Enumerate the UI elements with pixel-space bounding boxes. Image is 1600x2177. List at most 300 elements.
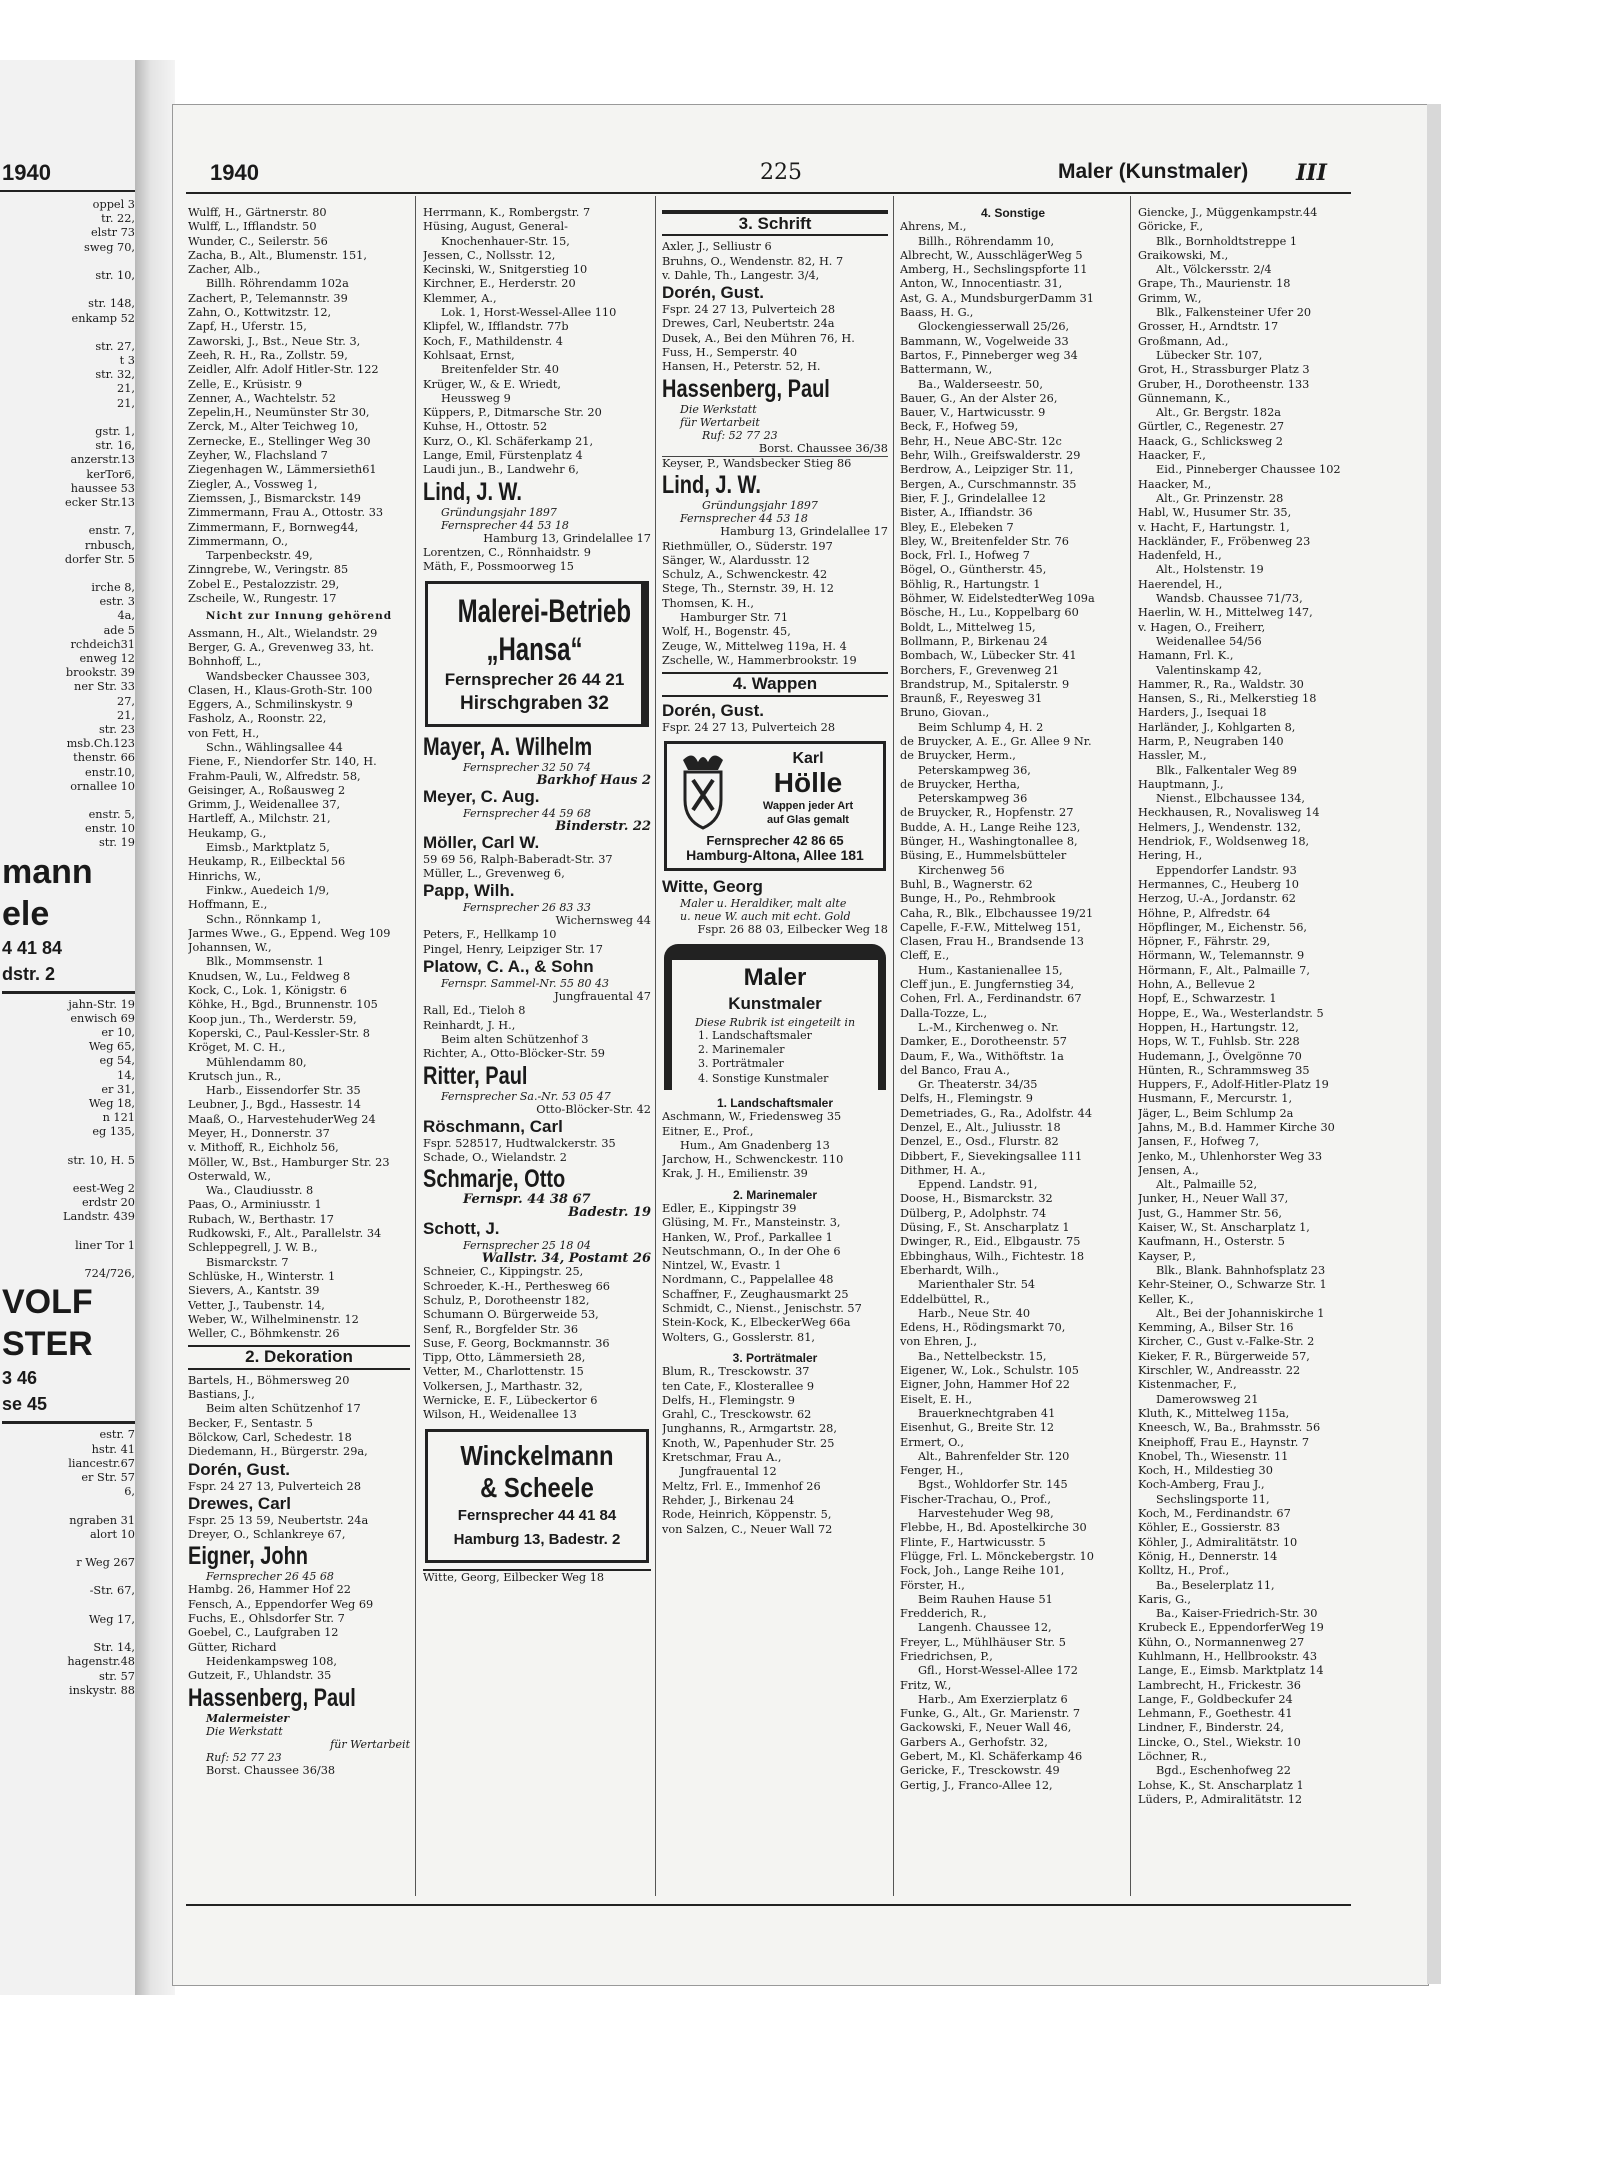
list-item: Cohen, Frl. A., Ferdinandstr. 67 (900, 992, 1082, 1006)
list-item: Keller, K., (1138, 1292, 1194, 1306)
ad-witte-address: Fspr. 26 88 03, Eilbecker Weg 18 (697, 923, 888, 937)
ad-meyer-phone: Fernsprecher 44 59 68 (463, 806, 591, 820)
category-note: Diese Rubrik ist eingeteilt in (694, 1015, 856, 1029)
list-item: Edler, E., Kippingstr 39 (662, 1201, 797, 1215)
list-item: Bgst., Wohldorfer Str. 145 (918, 1478, 1068, 1492)
left-page-line: er 10, (101, 1026, 135, 1039)
list-item: Koch, M., Ferdinandstr. 67 (1138, 1507, 1291, 1521)
list-item: Axler, J., Selliustr 6 (662, 240, 772, 254)
list-item: Koch, F., Mathildenstr. 4 (423, 334, 563, 348)
list-item: Schn., Wählingsallee 44 (206, 740, 343, 754)
ad-schmarje-phone: Fernspr. 44 38 67 (463, 1192, 591, 1208)
left-page-line: t 3 (119, 354, 135, 368)
list-item: Müller, L., Grevenweg 6, (423, 866, 565, 880)
list-item: Zschelle, W., Hammerbrookstr. 19 (662, 653, 857, 667)
list-item: Kaiser, W., St. Anscharplatz 1, (1138, 1221, 1310, 1235)
list-item: Wilson, H., Weidenallee 13 (423, 1408, 577, 1422)
ad-moeller-name: Möller, Carl W. (423, 832, 540, 852)
ad-hansa-name: „Hansa“ (486, 630, 583, 667)
left-page-line: Weg 65, (88, 1040, 135, 1054)
list-item: Zachert, P., Telemannstr. 39 (188, 291, 348, 305)
list-item: Zerck, M., Alter Teichweg 10, (188, 420, 359, 434)
left-page-line: rnbusch, (84, 538, 135, 552)
list-item: Haacker, M., (1138, 477, 1212, 491)
ad-drewes-name: Drewes, Carl (188, 1493, 291, 1513)
list-item: Wulff, H., Gärtnerstr. 80 (188, 206, 327, 219)
ad-hassenberg-address: Borst. Chaussee 36/38 (758, 441, 888, 455)
list-item: Gackowski, F., Neuer Wall 46, (900, 1721, 1072, 1735)
left-page-line: liancestr.67 (68, 1456, 135, 1470)
list-item: Lüders, P., Admiralitätstr. 12 (1138, 1792, 1303, 1806)
list-item: Rudkowski, F., Alt., Parallelstr. 34 (188, 1227, 382, 1241)
header-roman-numeral: III (1296, 160, 1327, 186)
list-item: Delfs, H., Flemingstr. 9 (900, 1092, 1033, 1106)
list-item: Förster, H., (900, 1578, 965, 1592)
list-item: Bismarckstr. 7 (206, 1255, 289, 1269)
list-item: Kock, C., Lok. 1, Königstr. 6 (188, 984, 347, 998)
ad-hoelle-address: Hamburg-Altona, Allee 181 (686, 847, 864, 864)
list-item: Dalla-Tozze, L., (900, 1006, 988, 1020)
ad-hoelle-tagline: Wappen jeder Art (762, 799, 854, 812)
list-item: Hanken, W., Prof., Parkallee 1 (662, 1230, 833, 1244)
ad-hassenberg-sub: für Wertarbeit (680, 415, 760, 429)
list-item: Glüsing, M. Fr., Mansteinstr. 3, (662, 1216, 841, 1230)
list-item: Hendriok, F., Woldsenweg 18, (1138, 835, 1310, 849)
ad-ritter-phone: Fernsprecher Sa.-Nr. 53 05 47 (441, 1089, 611, 1103)
list-item: Großmann, Ad., (1138, 334, 1229, 348)
list-item: Peterskampweg 36, (918, 763, 1031, 777)
list-item: Beim Schlump 4, H. 2 (918, 720, 1044, 734)
left-page-line: ecker Str.13 (65, 495, 135, 509)
left-page-ad-text: VOLF (2, 1283, 93, 1322)
ad-hansa-title: Malerei-Betrieb (457, 592, 632, 629)
list-item: Gutzeit, F., Uhlandstr. 35 (188, 1669, 332, 1683)
list-item: Bruno, Giovan., (900, 706, 990, 720)
list-item: Kirchner, E., Herderstr. 20 (423, 277, 576, 291)
left-page-ad-text: ele (2, 894, 50, 933)
ad-mayer-name: Mayer, A. Wilhelm (423, 732, 593, 761)
list-item: Wernicke, E. F., Lübeckertor 6 (423, 1394, 598, 1408)
list-item: Gfl., Horst-Wessel-Allee 172 (918, 1664, 1078, 1678)
list-item: Bister, A., Iffiandstr. 36 (900, 506, 1033, 520)
ad-eigner-phone: Fernsprecher 26 45 68 (206, 1570, 334, 1584)
left-page-line (2, 283, 135, 297)
list-item: Rehder, J., Birkenau 24 (662, 1493, 795, 1507)
list-item: v. Mithoff, R., Eichholz 56, (188, 1141, 339, 1155)
section-dekoration: 2. Dekoration (188, 1345, 410, 1369)
list-item: Hermannes, C., Heuberg 10 (1138, 877, 1299, 891)
list-item: Zimmermann, O., (188, 534, 288, 548)
page-edge (1427, 104, 1441, 1984)
list-item: Braunß, F., Reyesweg 31 (900, 692, 1043, 706)
list-item: ten Cate, F., Klosterallee 9 (662, 1379, 815, 1393)
list-item: Bley, E., Elebeken 7 (900, 520, 1014, 534)
left-page-line (2, 1599, 135, 1613)
list-item: Frahm-Pauli, W., Alfredstr. 58, (188, 769, 361, 783)
list-item: Lange, F., Goldbeckufer 24 (1138, 1692, 1293, 1706)
list-item: Kolltz, H., Prof., (1138, 1564, 1230, 1578)
list-item: Jansen, F., Hofweg 7, (1138, 1135, 1260, 1149)
list-item: Fuchs, E., Ohlsdorfer Str. 7 (188, 1612, 345, 1626)
list-item: Ahrens, M., (900, 220, 967, 234)
list-item: Lincke, O., Stel., Wiekstr. 10 (1138, 1735, 1301, 1749)
ad-mayer-address: Barkhof Haus 2 (536, 772, 651, 788)
list-item: Ebbinghaus, Wilh., Fichtestr. 18 (900, 1249, 1085, 1263)
list-item: Grape, Th., Maurienstr. 18 (1138, 277, 1291, 291)
list-item: Blk., Mommsenstr. 1 (206, 955, 324, 969)
list-item: Kluth, K., Mittelweg 115a, (1138, 1406, 1290, 1420)
list-item: Kaufmann, H., Osterstr. 5 (1138, 1235, 1285, 1249)
ad-hassenberg-name: Hassenberg, Paul (662, 374, 830, 403)
list-item: Goebel, C., Laufgraben 12 (188, 1626, 339, 1640)
list-item: Zelle, E., Krüsistr. 9 (188, 377, 303, 391)
list-item: Jahns, M., B.d. Hammer Kirche 30 (1138, 1121, 1335, 1134)
left-page-line: er Str. 57 (81, 1470, 135, 1484)
ad-roeschmann-info: Fspr. 528517, Hudtwalckerstr. 35 (423, 1136, 616, 1150)
list-item: Eigener, W., Lok., Schulstr. 105 (900, 1364, 1079, 1378)
list-item: Grimm, W., (1138, 291, 1202, 305)
list-item: Bombach, W., Lübecker Str. 41 (900, 649, 1077, 663)
list-item: Valentinskamp 42, (1156, 663, 1262, 677)
left-page-line: str. 16, (95, 439, 135, 453)
list-item: Kircher, C., Gust v.-Falke-Str. 2 (1138, 1335, 1315, 1349)
list-item: Krüger, W., & E. Wriedt, (423, 377, 562, 391)
left-page-line (2, 326, 135, 340)
ad-box-winckelmann (425, 1429, 649, 1563)
list-item: Blk., Falkensteiner Ufer 20 (1156, 306, 1312, 320)
list-item: Fuss, H., Semperstr. 40 (662, 346, 798, 360)
list-item: Harb., Eissendorfer Str. 35 (206, 1084, 361, 1098)
list-item: Husmann, F., Mercurstr. 1, (1138, 1092, 1293, 1106)
list-item: Schade, O., Wielandstr. 2 (423, 1151, 567, 1165)
ad-papp-phone: Fernsprecher 26 83 33 (463, 901, 591, 915)
ad-lind-address: Hamburg 13, Grindelallee 17 (720, 525, 888, 539)
section-wappen: 4. Wappen (662, 672, 888, 696)
list-item: Johannsen, W., (188, 941, 272, 955)
list-item: Eppend. Landstr. 91, (918, 1178, 1038, 1192)
list-item: Peterskampweg 36 (918, 792, 1028, 806)
list-item: Hops, W. T., Fuhlsb. Str. 228 (1138, 1035, 1300, 1049)
left-page-ad-text: 4 41 84 (2, 937, 63, 958)
list-item: Zapf, H., Uferstr. 15, (188, 320, 307, 334)
list-item: L.-M., Kirchenweg o. Nr. (918, 1020, 1059, 1034)
left-page-line (2, 1570, 135, 1584)
ad-lind-name: Lind, J. W. (662, 471, 761, 500)
list-item: Kröget, M. C. H., (188, 1041, 286, 1055)
left-page-line: enwisch 69 (70, 1011, 135, 1025)
column-1 (188, 206, 410, 1778)
ad-moeller-info: 59 69 56, Ralph-Baberadt-Str. 37 (423, 852, 613, 866)
list-item: Eberhardt, Wilh., (900, 1263, 1000, 1277)
ad-platow-phone: Fernspr. Sammel-Nr. 55 80 43 (441, 977, 609, 991)
list-item: Göricke, F., (1138, 220, 1204, 234)
ad-papp-name: Papp, Wilh. (423, 881, 515, 901)
list-item: Blk., Falkentaler Weg 89 (1156, 763, 1297, 777)
list-item: Zeuge, W., Mittelweg 119a, H. 4 (662, 639, 847, 653)
left-page-line: ornallee 10 (70, 779, 135, 793)
left-page-line: alort 10 (89, 1527, 135, 1541)
left-page-line: str. 23 (98, 722, 135, 736)
list-item: Kirchenweg 56 (918, 863, 1005, 877)
list-item: Kuhse, H., Ottostr. 52 (423, 420, 548, 434)
ad-schott-phone: Fernsprecher 25 18 04 (463, 1239, 591, 1253)
list-item: Eggers, A., Schmilinskystr. 9 (188, 698, 353, 712)
left-page-line: hstr. 41 (91, 1442, 135, 1456)
left-page-line (2, 1225, 135, 1239)
left-page-line: hagenstr.48 (67, 1655, 135, 1669)
list-item: Richter, A., Otto-Blöcker-Str. 59 (423, 1047, 605, 1061)
list-item: Denzel, E., Osd., Flurstr. 82 (900, 1135, 1059, 1149)
list-item: Kühn, O., Normannenweg 27 (1138, 1635, 1305, 1649)
list-item: Sievers, A., Kantstr. 39 (188, 1284, 320, 1298)
list-item: Düsing, F., St. Anscharplatz 1 (900, 1221, 1070, 1235)
list-item: Kayser, P., (1138, 1249, 1196, 1263)
list-item: v. Hacht, F., Hartungstr. 1, (1138, 520, 1290, 534)
list-item: Flebbe, H., Bd. Apostelkirche 30 (900, 1521, 1087, 1535)
list-item: Fredderich, R., (900, 1607, 987, 1621)
list-item: Zacha, B., Alt., Blumenstr. 151, (188, 248, 367, 262)
left-page-line: tr. 22, (101, 212, 135, 226)
ad-hassenberg-address: Borst. Chaussee 36/38 (206, 1763, 336, 1777)
left-page-line: n 121 (102, 1111, 135, 1125)
list-item: Zeidler, Alfr. Adolf Hitler-Str. 122 (188, 363, 379, 377)
ad-roeschmann-name: Röschmann, Carl (423, 1116, 563, 1136)
list-item: Garbers A., Gerhofstr. 32, (900, 1735, 1048, 1749)
list-item: Fasholz, A., Roonstr. 22, (188, 712, 327, 726)
list-item: Marienthaler Str. 54 (918, 1278, 1036, 1292)
list-item: Knoth, W., Papenhuder Str. 25 (662, 1436, 835, 1450)
ad-ritter-address: Otto-Blöcker-Str. 42 (536, 1102, 651, 1116)
list-item: Drewes, Carl, Neubertstr. 24a (662, 317, 835, 331)
list-item: Billh., Röhrendamm 10, (918, 234, 1055, 248)
list-item: 1. Landschaftsmaler (698, 1028, 812, 1042)
list-item: Hartleff, A., Milchstr. 21, (188, 812, 331, 826)
list-item: Heussweg 9 (441, 391, 511, 405)
left-page-line: 724/726, (84, 1267, 135, 1281)
list-item: Bauer, V., Hartwicusstr. 9 (900, 406, 1046, 420)
list-item: Knudsen, W., Lu., Feldweg 8 (188, 969, 351, 983)
list-item: Flinte, F., Hartwicusstr. 5 (900, 1535, 1046, 1549)
list-item: Haack, G., Schlicksweg 2 (1138, 434, 1283, 448)
list-item: Weller, C., Böhmkenstr. 26 (188, 1327, 340, 1341)
list-item: Funke, G., Alt., Gr. Marienstr. 7 (900, 1707, 1081, 1721)
ad-schott-name: Schott, J. (423, 1219, 500, 1239)
list-item: de Bruycker, Herm., (900, 749, 1016, 763)
list-item: von Fett, H., (188, 726, 260, 740)
list-item: Büsing, E., Hummelsbütteler (900, 849, 1067, 863)
list-item: Kretschmar, Frau A., (662, 1451, 782, 1465)
list-item: Böhlig, R., Hartungstr. 1 (900, 577, 1041, 591)
left-page-line (2, 255, 135, 269)
list-item: Alt., Bei der Johanniskirche 1 (1156, 1306, 1325, 1320)
list-item: Kneiphoff, Frau E., Haynstr. 7 (1138, 1435, 1310, 1449)
list-item: Giencke, J., Müggenkampstr.44 (1138, 206, 1318, 219)
list-item: Knobel, Th., Wiesenstr. 11 (1138, 1449, 1289, 1463)
ad-hansa-address: Hirschgraben 32 (460, 692, 609, 714)
list-item: Löchner, R., (1138, 1750, 1207, 1764)
ad-winckelmann-name: Winckelmann (460, 1439, 614, 1471)
list-item: Glockengiesserwall 25/26, (918, 320, 1070, 334)
ad-hassenberg-sub: Malermeister (206, 1711, 290, 1725)
list-item: Alt., Gr. Prinzenstr. 28 (1156, 491, 1284, 505)
list-item: Daum, F., Wa., Withöftstr. 1a (900, 1049, 1064, 1063)
list-item: Hassler, M., (1138, 749, 1207, 763)
list-item: Bölckow, Carl, Schedestr. 18 (188, 1430, 352, 1444)
left-page-line: er 31, (101, 1082, 135, 1096)
left-page-line (2, 1627, 135, 1641)
list-item: Haerlin, W. H., Mittelweg 147, (1138, 606, 1313, 620)
list-item: Dibbert, F., Sievekingsallee 111 (900, 1149, 1083, 1163)
left-page-line: Str. 14, (93, 1641, 135, 1655)
list-item: Hoppe, E., Wa., Westerlandstr. 5 (1138, 1006, 1324, 1020)
list-item: Reinhardt, J. H., (423, 1018, 516, 1032)
list-item: Becker, F., Sentastr. 5 (188, 1416, 313, 1430)
list-item: Hansen, S., Ri., Melkerstieg 18 (1138, 692, 1317, 706)
left-page-line: str. 10, H. 5 (67, 1153, 135, 1167)
list-item: Bier, F. J., Grindelallee 12 (900, 491, 1046, 505)
list-item: Hum., Am Gnadenberg 13 (680, 1138, 830, 1152)
list-item: Bergen, A., Curschmannstr. 35 (900, 477, 1077, 491)
list-item: Hadenfeld, H., (1138, 549, 1222, 563)
list-item: Flügge, Frl. L. Mönckebergstr. 10 (900, 1549, 1094, 1563)
list-item: Zeeh, R. H., Ra., Zollstr. 59, (188, 348, 348, 362)
list-item: Hansen, H., Peterstr. 52, H. (662, 360, 821, 374)
list-item: Cleff, E., (900, 949, 950, 963)
left-page-ad-text: 3 46 (2, 1368, 38, 1389)
list-item: Dithmer, H. A., (900, 1163, 986, 1177)
left-page-line: sweg 70, (84, 240, 135, 254)
list-item: Nordmann, C., Pappelallee 48 (662, 1273, 834, 1287)
list-item: Denzel, E., Alt., Juliusstr. 18 (900, 1121, 1061, 1134)
left-page-line: liner Tor 1 (75, 1238, 135, 1252)
list-item: Anton, W., Innocentiastr. 31, (900, 277, 1063, 291)
list-item: Meltz, Frl. E., Immenhof 26 (662, 1479, 821, 1493)
ad-meyer-name: Meyer, C. Aug. (423, 786, 540, 806)
left-page-line: 14, (117, 1068, 135, 1082)
list-item: Clasen, H., Klaus-Groth-Str. 100 (188, 683, 373, 697)
left-page-line: enkamp 52 (71, 311, 135, 325)
list-item: Haerendel, H., (1138, 577, 1223, 591)
list-item: Osterwald, W., (188, 1169, 271, 1183)
left-page-line: 27, (117, 694, 135, 708)
ad-mayer-phone: Fernsprecher 32 50 74 (463, 760, 591, 774)
list-item: Rall, Ed., Tieloh 8 (423, 1004, 526, 1018)
left-page-line (2, 1140, 135, 1154)
column-divider (893, 196, 894, 1896)
list-item: Freyer, L., Mühlhäuser Str. 5 (900, 1635, 1066, 1649)
list-item: Blum, R., Tresckowstr. 37 (662, 1365, 810, 1379)
left-page-line: enstr. 7, (88, 524, 135, 538)
ad-doren-phone: Fspr. 24 27 13, Pulverteich 28 (662, 303, 836, 317)
list-item: Köhler, E., Gossierstr. 83 (1138, 1521, 1281, 1535)
list-item: Zscheile, W., Rungestr. 17 (188, 592, 337, 606)
list-item: Schulz, A., Schwenckestr. 42 (662, 568, 828, 582)
list-item: Wunder, C., Seilerstr. 56 (188, 234, 328, 248)
left-page-line: ade 5 (103, 623, 135, 637)
left-page-line: enstr. 10 (84, 822, 135, 836)
left-page-line: eest-Weg 2 (72, 1182, 135, 1196)
list-item: de Bruycker, Hertha, (900, 777, 1021, 791)
list-item: Assmann, H., Alt., Wielandstr. 29 (188, 626, 378, 640)
list-item: Beim Rauhen Hause 51 (918, 1592, 1053, 1606)
list-item: Hopf, E., Schwarzestr. 1 (1138, 992, 1277, 1006)
list-item: Hackländer, F., Fröbenweg 23 (1138, 534, 1311, 548)
list-item: Ast, G. A., MundsburgerDamm 31 (900, 291, 1094, 305)
list-item: Böhmer, W. EidelstedterWeg 109a (900, 592, 1095, 606)
left-page-line: erdstr 20 (81, 1196, 135, 1210)
left-page-line: enstr.10, (84, 765, 135, 779)
list-item: Lange, E., Eimsb. Marktplatz 14 (1138, 1664, 1324, 1678)
list-item: Borchers, F., Grevenweg 21 (900, 663, 1060, 677)
list-item: Sechslingsporte 11, (1156, 1492, 1270, 1506)
list-item: Brandstrup, M., Spitalerstr. 9 (900, 677, 1070, 691)
ad-winckelmann-name2: & Scheele (480, 1471, 594, 1503)
list-item: Vetter, M., Charlottenstr. 15 (423, 1365, 584, 1379)
left-page-line: haussee 53 (70, 481, 135, 495)
ad-hoelle-firstname: Karl (792, 750, 824, 768)
list-item: Buhl, B., Wagnerstr. 62 (900, 877, 1033, 891)
list-item: Höhne, P., Alfredstr. 64 (1138, 906, 1271, 920)
subsection-portraetmaler: 3. Porträtmaler (732, 1350, 818, 1365)
list-item: Höpner, F., Fährstr. 29, (1138, 935, 1271, 949)
section-schrift: 3. Schrift (662, 210, 888, 236)
list-item: Habl, W., Husumer Str. 35, (1138, 506, 1292, 520)
list-item: Harb., Am Exerzierplatz 6 (918, 1692, 1068, 1706)
list-item: Bartos, F., Pinneberger weg 34 (900, 348, 1078, 362)
left-page-line: r Weg 267 (76, 1556, 135, 1570)
list-item: Paas, O., Arminiusstr. 1 (188, 1198, 322, 1212)
ad-doren-name: Dorén, Gust. (662, 700, 765, 720)
list-item: Suse, F. Georg, Bockmannstr. 36 (423, 1336, 610, 1350)
left-page-column (2, 198, 135, 1698)
list-item: Rubach, W., Berthastr. 17 (188, 1212, 334, 1226)
ad-hassenberg-sub: Die Werkstatt (680, 402, 757, 416)
ad-witte-desc2: u. neue W. auch mit echt. Gold (680, 910, 851, 924)
list-item: Jessen, C., Nollsstr. 12, (423, 248, 556, 262)
list-item: Koop jun., Th., Werderstr. 59, (188, 1012, 357, 1026)
list-item: Behr, Wilh., Greifswalderstr. 29 (900, 449, 1081, 463)
page-number: 225 (760, 160, 802, 185)
ad-hassenberg-sub: für Wertarbeit (330, 1737, 410, 1751)
list-item: Hünten, R., Schrammsweg 35 (1138, 1063, 1310, 1077)
column-divider (1130, 196, 1131, 1896)
ad-platow-address: Jungfrauental 47 (554, 990, 651, 1004)
list-item: Finkw., Auedeich 1/9, (206, 883, 330, 897)
list-item: Ba., Kaiser-Friedrich-Str. 30 (1156, 1607, 1318, 1621)
left-page-ad-text: mann (2, 852, 93, 891)
list-item: Schulz, P., Dorotheenstr 182, (423, 1293, 590, 1307)
list-item: Koperski, C., Paul-Kessler-Str. 8 (188, 1026, 370, 1040)
list-item: König, H., Dennerstr. 14 (1138, 1549, 1278, 1563)
list-item: Grot, H., Strassburger Platz 3 (1138, 363, 1310, 377)
column-divider (655, 196, 656, 1896)
ad-schmarje-name: Schmarje, Otto (423, 1165, 566, 1194)
list-item: Vetter, J., Taubenstr. 14, (188, 1298, 325, 1312)
list-item: Lok. 1, Horst-Wessel-Allee 110 (441, 306, 617, 320)
list-item: Berdrow, A., Leipziger Str. 11, (900, 463, 1074, 477)
list-item: Harländer, J., Kohlgarten 8, (1138, 720, 1296, 734)
list-item: Beim alten Schützenhof 3 (441, 1032, 589, 1046)
list-item: Klipfel, W., Ifflandstr. 77b (423, 320, 569, 334)
ad-hassenberg-phone: Ruf: 52 77 23 (206, 1750, 282, 1764)
list-item: Heckhausen, R., Novalisweg 14 (1138, 806, 1320, 820)
list-item: Kistenmacher, F., (1138, 1378, 1237, 1392)
ad-eigner-name: Eigner, John (188, 1542, 309, 1571)
list-item: Herzog, U.-A., Jordanstr. 62 (1138, 892, 1296, 906)
column-5 (1138, 206, 1353, 1807)
list-item: Bock, Frl. I., Hofweg 7 (900, 549, 1030, 563)
list-item: Cleff jun., E. Jungfernstieg 34, (900, 978, 1075, 992)
